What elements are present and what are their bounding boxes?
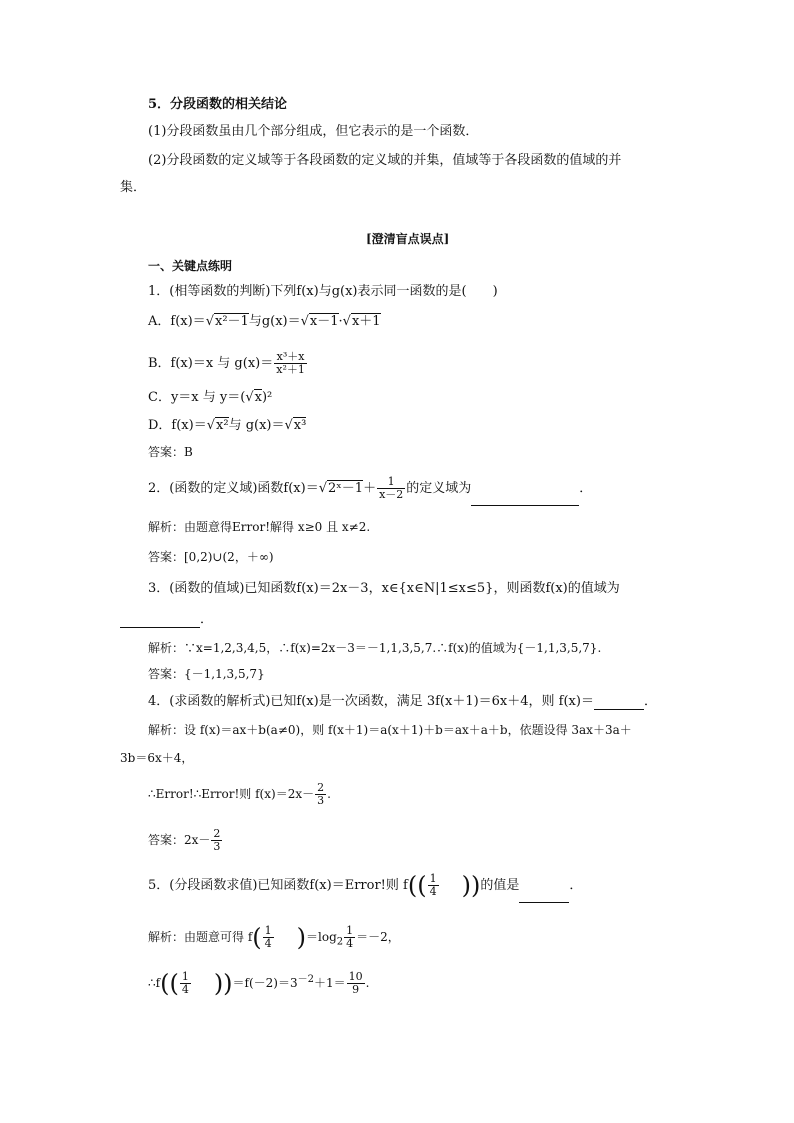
question-4-answer-text: 答案：2x－	[148, 833, 211, 847]
question-5-stem: 5．(分段函数求值)已知函数f(x)＝Error!则 f(( $\frac{1}{4}$ ))的值是 ．	[148, 869, 582, 903]
question-3-answer: 答案：{－1,1,3,5,7}	[148, 667, 265, 681]
option-d-prefix: D．f(x)＝	[148, 418, 207, 433]
option-d-root-1: x²	[216, 418, 229, 433]
question-4-answer-numerator: 2	[213, 827, 221, 840]
option-a-mid: 与g(x)＝	[248, 314, 301, 329]
option-d: D．f(x)＝√x²与 g(x)＝√x³	[148, 418, 307, 433]
subheading: 一、关键点练明	[148, 259, 233, 273]
option-c-prefix: C．y＝x 与 y＝(	[148, 390, 246, 405]
question-5-sol1-end: ＝－2，	[356, 930, 400, 944]
question-5-sol2-result-denominator: 9	[352, 983, 360, 996]
question-4-text: 4．(求函数的解析式)已知f(x)是一次函数，满足 3f(x＋1)＝6x＋4，则 f(x)＝	[148, 694, 594, 709]
question-5-sol1-log-numerator: 1	[346, 924, 354, 937]
option-b-numerator: x³＋x	[274, 351, 307, 364]
question-2-numerator: 1	[377, 476, 405, 489]
question-5-text: 5．(分段函数求值)已知函数f(x)＝Error!则 f	[148, 878, 408, 893]
question-2-denominator: x－2	[379, 488, 404, 501]
question-4-stem	[148, 694, 657, 710]
question-3-stem: 3．(函数的值域)已知函数f(x)＝2x－3，x∈{x∈N|1≤x≤5}，则函数f(x)的值域为	[148, 581, 620, 596]
question-4-solution-line-3	[148, 777, 331, 811]
question-4-end: ．	[643, 694, 657, 709]
paragraph-2-line-2: 集．	[120, 180, 147, 195]
question-2-solution: 解析：由题意得Error!解得 x≥0 且 x≠2.	[148, 520, 371, 534]
question-2-plus: ＋	[363, 481, 377, 496]
question-2-blank	[471, 491, 579, 506]
option-a-prefix: A．f(x)＝	[148, 314, 206, 329]
option-d-root-2: x³	[293, 418, 307, 433]
question-4-solution-line-2: 3b＝6x＋4，	[120, 751, 194, 765]
question-3-blank-line	[120, 612, 213, 628]
question-2-end: ．	[579, 481, 593, 496]
question-5-numerator: 1	[429, 872, 437, 885]
question-2-prefix: 2．(函数的定义域)函数f(x)＝	[148, 481, 319, 496]
question-5-blank	[519, 888, 569, 903]
question-5-sol1-log: ＝log	[306, 930, 337, 944]
paragraph-1: (1)分段函数虽由几个部分组成，但它表示的是一个函数．	[148, 124, 479, 139]
question-3-end: ．	[200, 612, 214, 627]
question-5-sol1-denominator: 4	[264, 937, 272, 950]
question-5-sol1-log-base: 2	[336, 936, 344, 948]
question-5-sol2-exponent: －2	[297, 974, 314, 985]
option-d-mid: 与 g(x)＝	[228, 418, 285, 433]
question-5-solution-line-2: ∴f(( $\frac{1}{4}$ ))$=f(-2)=3^{-2}+1=$ $\frac{10}{9}$ .	[148, 969, 370, 998]
option-a-root-2: x－1	[309, 314, 339, 329]
question-4-sol3-numerator: 2	[317, 781, 325, 794]
section-heading: [澄清盲点误点]	[366, 232, 450, 246]
question-5-sol2-end: .	[365, 976, 370, 990]
question-3-solution: 解析：∵x=1,2,3,4,5，∴f(x)=2x－3＝－1,1,3,5,7.∴f(x)的值域为{－1,1,3,5,7}.	[148, 641, 602, 655]
question-4-sol3-text: ∴Error!∴Error!则 f(x)＝2x－	[148, 787, 315, 801]
question-5-sol1-log-denominator: 4	[346, 937, 354, 950]
question-5-suffix: 的值是	[480, 878, 520, 893]
option-a-root-1: x²－1	[214, 314, 249, 329]
question-4-blank	[594, 695, 644, 710]
question-4-sol3-end: .	[327, 787, 331, 801]
question-5-sol1-text: 解析：由题意可得 f	[148, 930, 253, 944]
option-b-prefix: B．f(x)＝x 与 g(x)＝	[148, 356, 274, 371]
paragraph-2-line-1: (2)分段函数的定义域等于各段函数的定义域的并集，值域等于各段函数的值域的并	[148, 153, 622, 168]
question-4-solution-line-1: 解析：设 f(x)＝ax＋b(a≠0)，则 f(x＋1)＝a(x＋1)＋b＝ax＋a＋b，依题设得 3ax＋3a＋	[148, 723, 632, 737]
question-2-stem: 2．(函数的定义域)函数f(x)＝√2ˣ－1＋ $\frac{1}{x-2}$ 的定义域为 ．	[148, 472, 592, 506]
section-title: 5．分段函数的相关结论	[148, 97, 288, 112]
question-4-answer	[148, 823, 223, 857]
question-5-sol1-numerator: 1	[264, 924, 272, 937]
question-5-sol2-prefix: ∴f	[148, 976, 161, 990]
question-1-answer: 答案：B	[148, 445, 193, 459]
option-c-suffix: )²	[261, 390, 273, 405]
option-b	[148, 344, 308, 384]
question-1-stem: 1．(相等函数的判断)下列f(x)与g(x)表示同一函数的是( )	[148, 284, 498, 299]
option-a-root-3: x＋1	[351, 314, 381, 329]
option-c-root: x	[254, 390, 262, 405]
question-4-sol3-denominator: 3	[317, 794, 325, 807]
option-c: C．y＝x 与 y＝(√x)²	[148, 390, 273, 405]
question-5-sol2-mid: ＝f(－2)＝3	[232, 976, 298, 990]
question-5-sol2-numerator: 1	[181, 970, 189, 983]
question-5-solution-line-1: 解析：由题意可得 f( $\frac{1}{4}$ )$=\log_2$ $\frac{1}{4}$ ＝－2，	[148, 923, 400, 952]
question-2-root: 2ˣ－1	[328, 481, 364, 496]
option-b-denominator: x²＋1	[276, 363, 305, 376]
question-5-sol2-plus: ＋1＝	[314, 976, 346, 990]
question-5-denominator: 4	[429, 885, 437, 898]
question-5-sol2-denominator: 4	[181, 983, 189, 996]
question-4-answer-denominator: 3	[213, 840, 221, 853]
question-5-sol2-result-numerator: 10	[348, 970, 363, 983]
question-2-answer: 答案：[0,2)∪(2，＋∞)	[148, 550, 274, 564]
option-a-dot: ·	[338, 314, 343, 329]
option-a: A．f(x)＝√x²－1与g(x)＝√x－1·√x＋1	[148, 314, 381, 329]
question-3-blank	[120, 613, 200, 628]
question-5-end: ．	[569, 878, 583, 893]
question-2-suffix: 的定义域为	[406, 481, 472, 496]
